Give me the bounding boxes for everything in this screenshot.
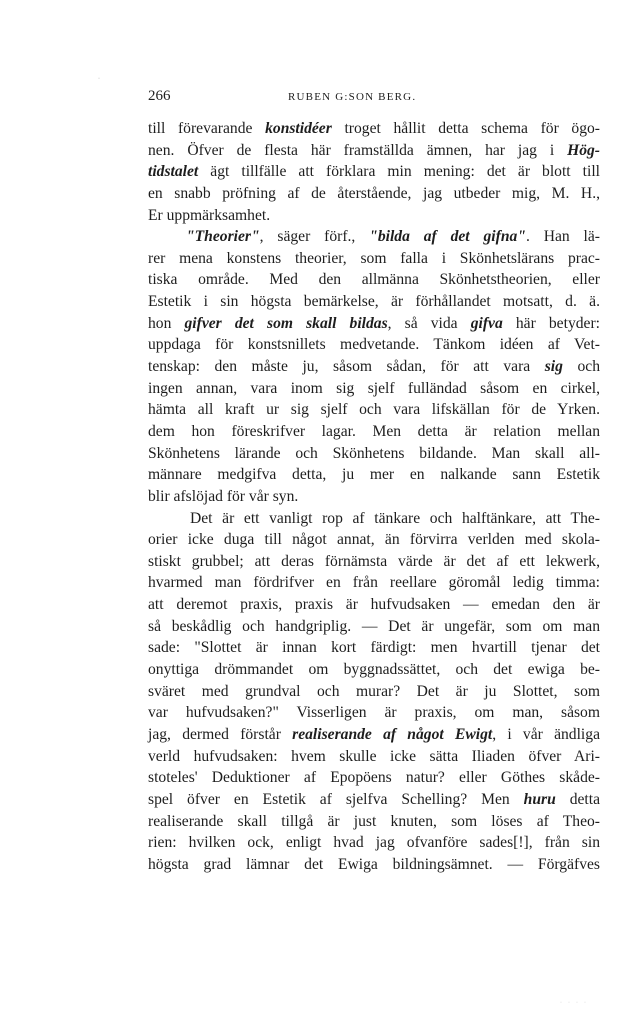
text-line: till förevarande konstidéer troget hållit detta schema för ögo- — [148, 120, 600, 137]
page-header — [148, 88, 600, 108]
text-line: dem hon föreskrifver lagar. Men detta är relation mellan — [148, 422, 600, 440]
text-line: var hufvudsaken?" Visserligen är praxis, om man, såsom — [148, 704, 600, 722]
text-line: högsta grad lämnar det Ewiga bildningsämnet. — Förgäfves — [148, 855, 600, 873]
text-line: ingen annan, vara inom sig sjelf fulländad såsom en cirkel, — [148, 379, 600, 397]
text-line: spel öfver en Estetik af sjelfva Schelling? Men huru detta — [148, 790, 600, 808]
text-line: uppdaga för konstsnillets medvetande. Tänkom idéen af Vet- — [148, 336, 600, 354]
text-line: onyttiga drömmandet om byggnadssättet, och det ewiga be- — [148, 661, 600, 679]
text-line: realiserande skall tillgå är just knuten, som löses af Theo- — [148, 812, 600, 830]
body-text — [148, 118, 600, 875]
text-line: blir afslöjad för vår syn. — [148, 487, 299, 505]
text-line: männare medgifva detta, ju mer en nalkande sann Estetik — [148, 466, 600, 484]
text-line: Det är ett vanligt rop af tänkare och halftänkare, att The- — [190, 509, 600, 527]
text-line: verld hufvudsaken: hvem skulle icke sätta Iliaden öfver Ari- — [148, 747, 600, 765]
text-line: stiskt grubbel; att deras förnämsta värde är det af ett lekwerk, — [148, 552, 600, 570]
text-line: "Theorier", säger förf., "bilda af det gifna". Han lä- — [186, 228, 600, 246]
text-line: orier icke duga till något annat, än förvirra verlden med skola- — [148, 531, 600, 549]
text-line: hvarmed man fördrifver en från reellare göromål ledig timma: — [148, 574, 600, 592]
text-line: stoteles' Deduktioner af Epopöens natur? eller Göthes skåde- — [148, 769, 600, 787]
text-line: Skönhetens lärande och Skönhetens bildande. Man skall all- — [148, 444, 600, 462]
text-line: så beskådlig och handgriplig. — Det är ungefär, som om man — [148, 617, 600, 635]
text-line: tidstalet ägt tillfälle att förklara min mening: det är blott till — [148, 163, 600, 181]
text-line: jag, dermed förstår realiserande af något Ewigt, i vår ändliga — [148, 725, 600, 743]
text-line: Er uppmärksamhet. — [148, 206, 271, 224]
page-edge-marks: ···· — [560, 1000, 592, 1006]
text-line: sade: "Slottet är innan kort färdigt: men hvartill tjenar det — [148, 639, 600, 657]
text-line: hämta all kraft ur sig sjelf och vara lifskällan för de Yrken. — [148, 401, 600, 419]
running-head: RUBEN G:SON BERG. — [288, 91, 417, 103]
text-line: tenskap: den måste ju, såsom sådan, för att vara sig och — [148, 358, 600, 376]
text-line: sväret med grundval och murar? Det är ju Slottet, som — [148, 682, 600, 700]
margin-speck: · — [98, 76, 100, 82]
text-line: en snabb pröfning af de återstående, jag utbeder mig, M. H., — [148, 184, 600, 202]
text-line: tiska område. Med den allmänna Skönhetstheorien, eller — [148, 271, 600, 289]
text-line: att deremot praxis, praxis är hufvudsaken — emedan den är — [148, 596, 600, 614]
text-line: rer mena konstens theorier, som falla i Skönhetslärans prac- — [148, 249, 600, 267]
page-number: 266 — [148, 88, 171, 104]
text-line: hon gifver det som skall bildas, så vida gifva här betyder: — [148, 314, 600, 332]
text-line: Estetik i sin högsta bemärkelse, är förhållandet motsatt, d. ä. — [148, 293, 600, 311]
text-line: rien: hvilken ock, enligt hvad jag ofvanföre sades[!], från sin — [148, 834, 600, 852]
text-line: nen. Öfver de flesta här framställda ämnen, har jag i Hög- — [148, 141, 600, 159]
